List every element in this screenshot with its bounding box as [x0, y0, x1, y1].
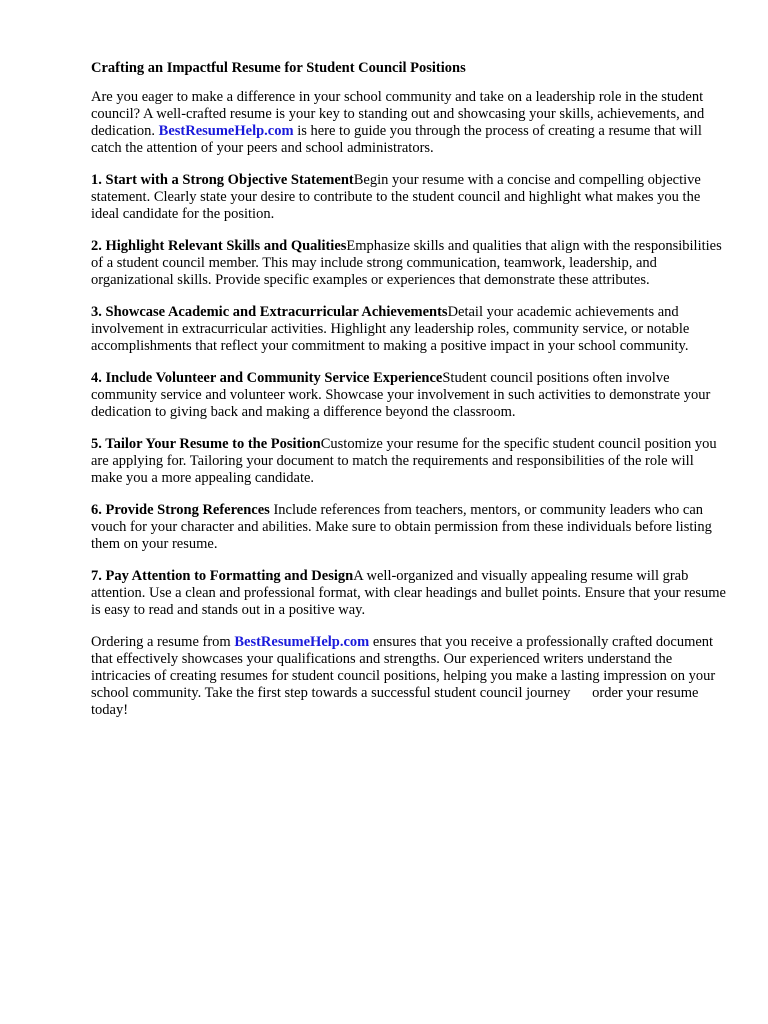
section-2-body: Emphasize skills and qualities that align with the responsibilities of a student council member. This may include strong communication, teamwork, leadership, and organizational skills. Provide specific examples or experiences that demonstrate these attributes. — [91, 238, 722, 288]
section-2 — [91, 238, 728, 289]
intro-text-after-link: is here to guide you through the process of creating a resume that will catch the attention of your peers and school administrators. — [91, 123, 702, 156]
section-4 — [91, 370, 728, 421]
section-4-body: Student council positions often involve community service and volunteer work. Showcase your involvement in such activities to demonstrate your dedication to giving back and making a difference beyond the classroom. — [91, 370, 711, 420]
section-3 — [91, 304, 728, 355]
closing-site-link[interactable]: BestResumeHelp.com — [234, 634, 370, 650]
intro-paragraph — [91, 89, 728, 157]
section-7 — [91, 568, 728, 619]
section-5 — [91, 436, 728, 487]
closing-text-before-link: Ordering a resume from — [91, 634, 235, 650]
intro-site-link[interactable]: BestResumeHelp.com — [158, 123, 294, 139]
section-1-heading: 1. Start with a Strong Objective Statement — [91, 172, 354, 188]
closing-text-after-link: ensures that you receive a professionally crafted document that effectively showcases your qualifications and strengths. Our experienced writers understand the intricacies of creating resumes for student council positions, helping you make a lasting impression on your school community. Take the first step towards a successful student council journey order your resume today! — [91, 634, 716, 718]
closing-paragraph — [91, 634, 728, 719]
document-title: Crafting an Impactful Resume for Student Council Positions — [91, 60, 466, 76]
section-4-heading: 4. Include Volunteer and Community Service Experience — [91, 370, 443, 386]
section-3-body: Detail your academic achievements and involvement in extracurricular activities. Highlight any leadership roles, community service, or notable accomplishments that reflect your commitment to making a positive impact in your school community. — [91, 304, 690, 354]
section-5-body: Customize your resume for the specific student council position you are applying for. Tailoring your document to match the requirements and responsibilities of the role will make you a more appealing candidate. — [91, 436, 717, 486]
section-2-heading: 2. Highlight Relevant Skills and Qualities — [91, 238, 347, 254]
section-6-body: Include references from teachers, mentors, or community leaders who can vouch for your character and abilities. Make sure to obtain permission from these individuals before listing them on your resume. — [91, 502, 712, 552]
intro-text-before-link: Are you eager to make a difference in your school community and take on a leadership role in the student council? A well-crafted resume is your key to standing out and showcasing your skills, achievements, and dedication. — [91, 89, 705, 139]
section-6-heading: 6. Provide Strong References — [91, 502, 270, 518]
section-3-heading: 3. Showcase Academic and Extracurricular Achievements — [91, 304, 448, 320]
section-7-body: A well-organized and visually appealing resume will grab attention. Use a clean and professional format, with clear headings and bullet points. Ensure that your resume is easy to read and stands out in a positive way. — [91, 568, 726, 618]
section-7-heading: 7. Pay Attention to Formatting and Design — [91, 568, 354, 584]
section-1-body: Begin your resume with a concise and compelling objective statement. Clearly state your desire to contribute to the student council and highlight what makes you the ideal candidate for the position. — [91, 172, 701, 222]
section-6 — [91, 502, 728, 553]
section-5-heading: 5. Tailor Your Resume to the Position — [91, 436, 321, 452]
section-1 — [91, 172, 728, 223]
